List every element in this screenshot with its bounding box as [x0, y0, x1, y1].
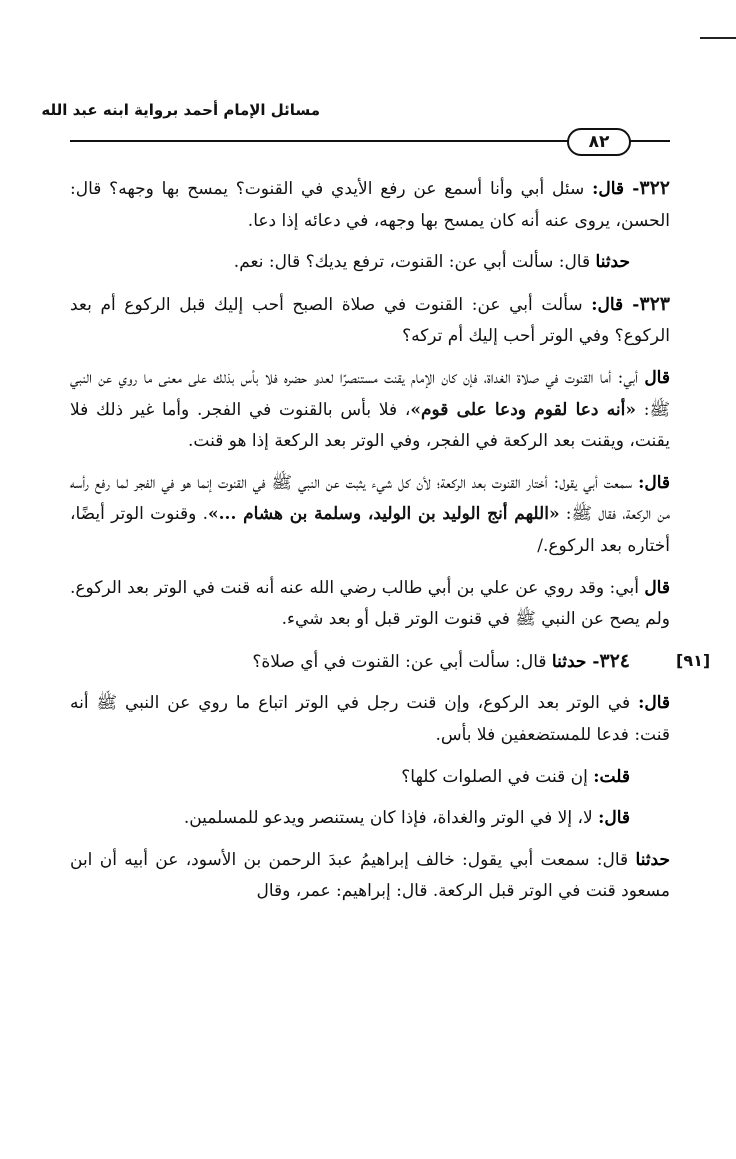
paragraph-text: . وقنوت الوتر أيضًا، أختاره بعد الركوع./	[70, 504, 670, 556]
paragraph-text: سمعت أبي يقول: أختار القنوت بعد الركعة؛ لأن كل شيء يثبت عن النبي ﷺ في القنوت إنما هو في الفجر لما رفع رأسه من الركعة، فقال ﷺ:	[70, 472, 671, 525]
paragraph-label: قلت:	[593, 766, 630, 787]
running-header-title: مسائل الإمام أحمد برواية ابنه عبد الله	[41, 101, 320, 119]
paragraph-text: إن قنت في الصلوات كلها؟	[401, 766, 594, 787]
paragraph-answer-4	[70, 688, 670, 751]
hadith-quote: «اللهم أنج الوليد بن الوليد، وسلمة بن هشام ...»	[208, 504, 560, 525]
paragraph-text: قال: سألت أبي عن: القنوت في أي صلاة؟	[252, 651, 552, 672]
issue-number: ٣٢٢	[639, 177, 670, 199]
paragraph-label: قال	[644, 577, 670, 598]
paragraph-text: سألت أبي عن: القنوت في صلاة الصبح أحب إليك قبل الركوع أم بعد الركوع؟ وفي الوتر أحب إليك أم تركه؟	[70, 294, 670, 347]
paragraph-text: سئل أبي وأنا أسمع عن رفع الأيدي في القنوت؟ يمسح بها وجهه؟ قال: الحسن، يروى عنه أنه كان يمسح بها وجهه، في دعائه إذا دعا.	[70, 179, 670, 231]
paragraph-answer-5	[70, 803, 670, 835]
paragraph-label: - قال:	[592, 179, 640, 199]
paragraph-322	[70, 173, 670, 237]
paragraph-label: قال:	[598, 808, 630, 829]
paragraph-text: قال: سألت أبي عن: القنوت، ترفع يديك؟ قال: نعم.	[233, 252, 596, 273]
issue-number: ٣٢٤	[599, 649, 630, 672]
paragraph-text: أبي: وقد روي عن علي بن أبي طالب رضي الله عنه أنه قنت في الوتر بعد الركوع. ولم يصح عن النبي ﷺ في قنوت الوتر قبل أو بعد شيء.	[70, 577, 670, 630]
paragraph-answer-2	[70, 468, 670, 563]
paragraph-label: - قال:	[591, 294, 640, 315]
hadith-quote: «أنه دعا لقوم ودعا على قوم»	[410, 399, 636, 420]
issue-number: ٣٢٣	[639, 292, 670, 315]
margin-page-marker: [٩١]	[676, 651, 711, 670]
paragraph-label: قال	[644, 367, 670, 388]
paragraph-text: في الوتر بعد الركوع، وإن قنت رجل في الوتر اتباع ما روي عن النبي ﷺ أنه قنت: فدعا للمستضعفين فلا بأس.	[70, 693, 670, 745]
paragraph-text: لا، إلا في الوتر والغداة، فإذا كان يستنصر ويدعو للمسلمين.	[183, 808, 599, 829]
corner-rule	[700, 37, 736, 39]
paragraph-label: - حدثنا	[551, 651, 600, 672]
paragraph-label: حدثنا	[635, 849, 670, 870]
paragraph-label: قال:	[638, 472, 670, 493]
main-text	[70, 173, 670, 918]
page-number: ٨٢	[567, 128, 631, 156]
paragraph-hadathana-1	[70, 247, 670, 279]
paragraph-323	[70, 289, 670, 353]
paragraph-label: حدثنا	[595, 252, 630, 273]
paragraph-text: قال: سمعت أبي يقول: خالف إبراهيمُ عبدَ الرحمن بن الأسود، عن أبيه أن ابن مسعود قنت في الوتر قبل الركعة. قال: إبراهيم: عمر، وقال	[70, 849, 670, 902]
paragraph-answer-1	[70, 363, 670, 458]
paragraph-324	[70, 646, 670, 679]
paragraph-label: قال:	[638, 693, 670, 714]
paragraph-text: ، فلا بأس بالقنوت في الفجر. وأما غير ذلك فلا يقنت، ويقنت بعد الركعة في الفجر، وفي الوتر بعد الركعة إذا هو قنت.	[70, 399, 670, 452]
paragraph-question	[70, 762, 670, 794]
paragraph-hadathana-2	[70, 845, 670, 908]
paragraph-text: أبي: أما القنوت في صلاة الغداة، فإن كان الإمام يقنت مستنصرًا لعدو حضره فلا بأس بذلك على معنى ما روي عن النبي ﷺ:	[70, 367, 670, 420]
paragraph-answer-3	[70, 573, 670, 636]
